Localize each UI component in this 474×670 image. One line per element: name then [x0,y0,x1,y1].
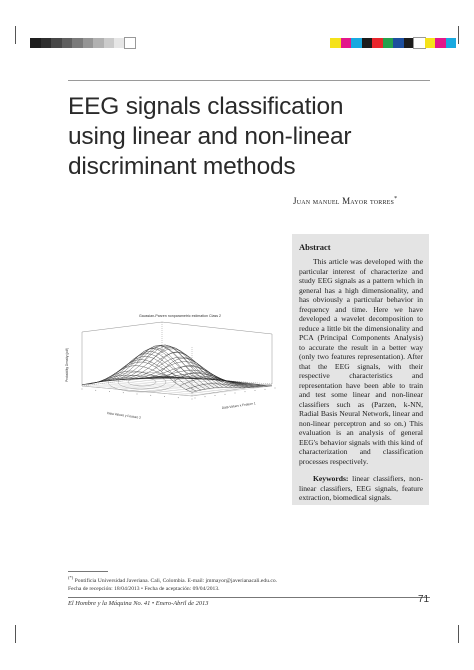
x-tick [164,396,165,397]
x-tick [123,392,124,393]
x-tick [192,399,193,400]
color-swatch [425,38,436,48]
footnote-rule [68,571,108,572]
crop-mark-tl-v [15,26,16,44]
crop-mark-bl-v [15,625,16,643]
color-swatch [351,38,362,48]
keywords [299,474,423,503]
author-name: Juan manuel Mayor torres [293,196,395,206]
y-tick [275,388,276,389]
keywords-label: Keywords: [313,474,349,483]
figure-3d-surface [62,310,284,428]
x-tick [95,390,96,391]
gray-swatch [93,38,104,48]
keywords-text: linear classifiers, non-linear classifiers, EEG signals, feature extraction, biomedical signals. [299,474,423,502]
y-tick [225,394,226,395]
y-tick [205,396,206,397]
color-bar [330,38,456,48]
gray-swatch [62,38,73,48]
y-tick [195,398,196,399]
abstract-heading: Abstract [299,242,331,252]
top-rule [68,80,430,81]
footnote-marker: (*) [68,575,74,580]
gray-swatch [125,38,136,48]
y-tick [235,393,236,394]
mesh-line [137,346,217,380]
author-marker: * [394,196,398,202]
x-tick [82,389,83,390]
gray-swatch [41,38,52,48]
footer-rule [68,597,430,598]
x-tick [137,394,138,395]
paper-title [68,92,398,182]
journal-reference: El Hombre y la Máquina No. 41 • Enero-Abril de 2013 [68,600,209,607]
color-swatch [362,38,373,48]
color-swatch [404,38,415,48]
abstract-box [292,234,429,505]
gray-swatch [104,38,115,48]
gray-swatch [72,38,83,48]
figure-title: Gaussian-Parzen nonparametric estimation Class 2 [138,314,222,318]
color-swatch [372,38,383,48]
title-line-1: EEG signals classification [68,93,344,120]
color-swatch [330,38,341,48]
author-line [293,196,397,206]
axis-ticks [82,388,276,400]
mesh-line [153,377,263,387]
surface-mesh [82,345,272,392]
y-axis-label: Data Values x Feature 1 [221,401,256,410]
crop-mark-br-v [458,625,459,643]
color-swatch [435,38,446,48]
y-tick [245,391,246,392]
abstract-text: This article was developed with the particular interest of characterize and study EEG signals as a pattern which in general has a high dimensionality, and has obviously a particular behavior in frequency and time. Here we have developed a wavelet decomposition to reduce a little bit the dimensionality and PCA (Principal Components Analysis) to accurate the result in a better way (only two features representation). After that the EEG signals, with their respective characteristics and representation have been able to train and test some linear and non-linear classifiers such as (Parzen, k-NN, Radial Basis Neural Network, linear and non-linear perceptron and so on.) This evaluation is an analysis of general EEG's behavior signals with this kind of characterization and classification processes respectively. [299,257,423,466]
title-line-3: discriminant methods [68,153,296,180]
color-swatch [414,38,425,48]
y-tick [255,390,256,391]
gray-swatch [51,38,62,48]
x-tick [178,397,179,398]
x-tick [109,391,110,392]
y-tick [265,389,266,390]
footnote [68,574,277,593]
gray-swatch [83,38,94,48]
color-swatch [383,38,394,48]
color-swatch [341,38,352,48]
footnote-line-2: Fecha de recepción: 18/04/2013 • Fecha de aceptación: 09/04/2013. [68,586,220,593]
grayscale-bar [30,38,135,48]
page-number: 71 [418,594,430,605]
z-axis-label: Probability Density (pdf) [65,348,69,382]
color-swatch [446,38,457,48]
mesh-line [100,346,210,389]
x-axis-label: Data Values y Feature 2 [106,411,142,420]
y-tick [215,395,216,396]
gray-swatch [30,38,41,48]
x-tick [150,395,151,396]
color-swatch [393,38,404,48]
footnote-line-1: Pontificia Universidad Javeriana. Cali, Colombia. E-mail: jmmayor@javerianacali.edu.co. [74,577,278,584]
gray-swatch [114,38,125,48]
title-line-2: using linear and non-linear [68,123,352,150]
crop-mark-tr-v [458,26,459,44]
surface-plot-svg [62,310,284,428]
